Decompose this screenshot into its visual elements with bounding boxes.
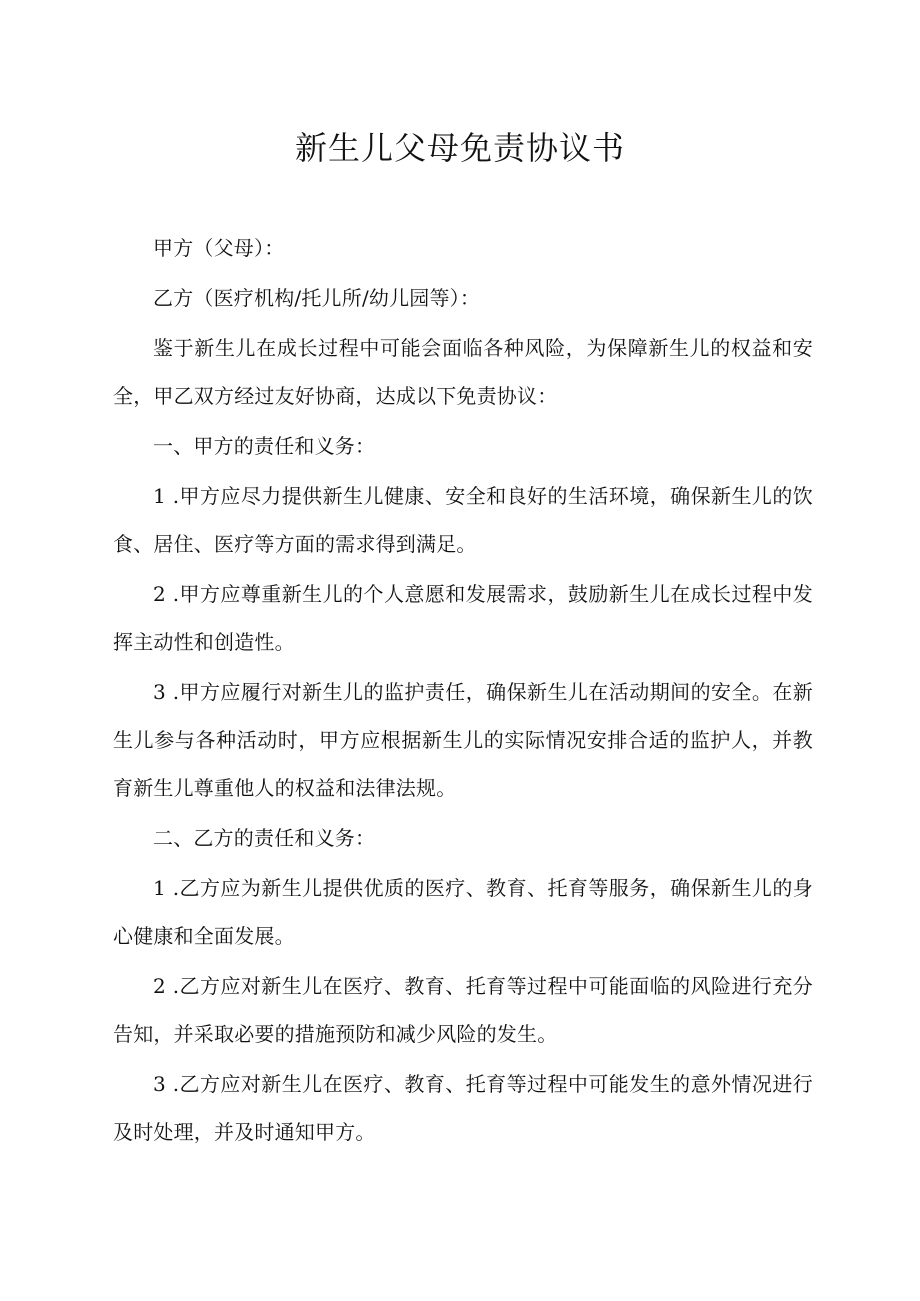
party-a-line: 甲方（父母）： (153, 236, 285, 260)
section-1-item-3: 3 .甲方应履行对新生儿的监护责任，确保新生儿在活动期间的安全。在新生儿参与各种活动时，甲方应根据新生儿的实际情况安排合适的监护人，并教育新生儿尊重他人的权益和法律法规。 (113, 680, 813, 800)
section-2-item-2: 2 .乙方应对新生儿在医疗、教育、托育等过程中可能面临的风险进行充分告知，并采取必要的措施预防和减少风险的发生。 (113, 974, 813, 1046)
preamble-paragraph: 鉴于新生儿在成长过程中可能会面临各种风险，为保障新生儿的权益和安全，甲乙双方经过友好协商，达成以下免责协议： (113, 336, 813, 408)
document-body (113, 224, 813, 1156)
section-2-item-3: 3 .乙方应对新生儿在医疗、教育、托育等过程中可能发生的意外情况进行及时处理，并及时通知甲方。 (113, 1072, 813, 1144)
document-title: 新生儿父母免责协议书 (294, 129, 625, 167)
section-2-item-1: 1 .乙方应为新生儿提供优质的医疗、教育、托育等服务，确保新生儿的身心健康和全面发展。 (113, 876, 813, 948)
party-b-line: 乙方（医疗机构/托儿所/幼儿园等）： (153, 286, 481, 310)
section-1-item-1: 1 .甲方应尽力提供新生儿健康、安全和良好的生活环境，确保新生儿的饮食、居住、医疗等方面的需求得到满足。 (113, 484, 813, 556)
section-1-heading: 一、甲方的责任和义务： (153, 434, 376, 458)
section-2-heading: 二、乙方的责任和义务： (153, 826, 376, 850)
section-1-item-2: 2 .甲方应尊重新生儿的个人意愿和发展需求，鼓励新生儿在成长过程中发挥主动性和创造性。 (113, 582, 813, 654)
